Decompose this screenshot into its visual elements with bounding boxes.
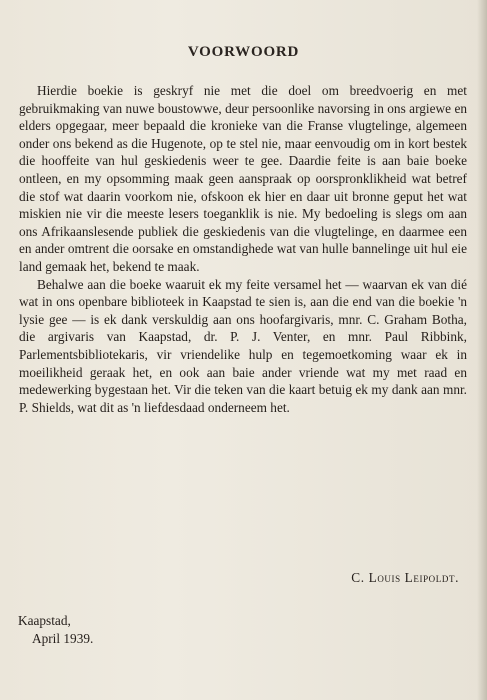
paragraph-2: Behalwe aan die boeke waaruit ek my feite versamel het — waarvan ek van dié wat in ons openbare biblioteek in Kaapstad te sien is, aan die end van die boekie 'n lysie gee — is ek dank verskuldig aan ons hoofargivaris, mnr. C. Graham Botha, die argivaris van Kaapstad, dr. P. J. Venter, en mnr. Paul Ribbink, Parlementsbibliotekaris, vir vriendelike hulp en tegemoetkoming waar ek in moeilikheid geraak het, en ook aan baie ander vriende wat my met raad en medewerking bygestaan het. Vir die teken van die kaart betuig ek my dank aan mnr. P. Shields, wat dit as 'n liefdesdaad onderneem het. — [19, 276, 467, 415]
author-signature: C. Louis Leipoldt. — [351, 570, 459, 585]
page-title: VOORWOORD — [187, 44, 300, 60]
body-text — [19, 82, 467, 416]
date-line: April 1939. — [32, 631, 94, 646]
paragraph-1: Hierdie boekie is geskryf nie met die doel om breedvoerig en met gebruikmaking van nuwe boustowwe, deur persoonlike navorsing in ons argiewe en elders opgegaar, meer bepaald die kronieke van die Franse vlugtelinge, algemeen onder ons bekend as die Hugenote, op te stel nie, maar eenvoudig om in kort bestek die hooffeite van hul geskiedenis weer te gee. Daardie feite is aan baie boeke ontleen, en my opsomming maak geen aanspraak op oorspronklikheid wat betref die stof wat daarin voorkom nie, ofskoon ek hier en daar uit bronne geput het wat miskien nie vir die meeste lesers toeganklik is nie. My bedoeling is slegs om aan ons Afrikaanslesende publiek die geskiedenis van die vlugtelinge, en daarmee een en ander omtrent die oorsake en omstandighede wat van hulle bannelinge uit hul eie land gemaak het, bekend te maak. — [19, 83, 467, 274]
place-line: Kaapstad, — [18, 613, 71, 628]
